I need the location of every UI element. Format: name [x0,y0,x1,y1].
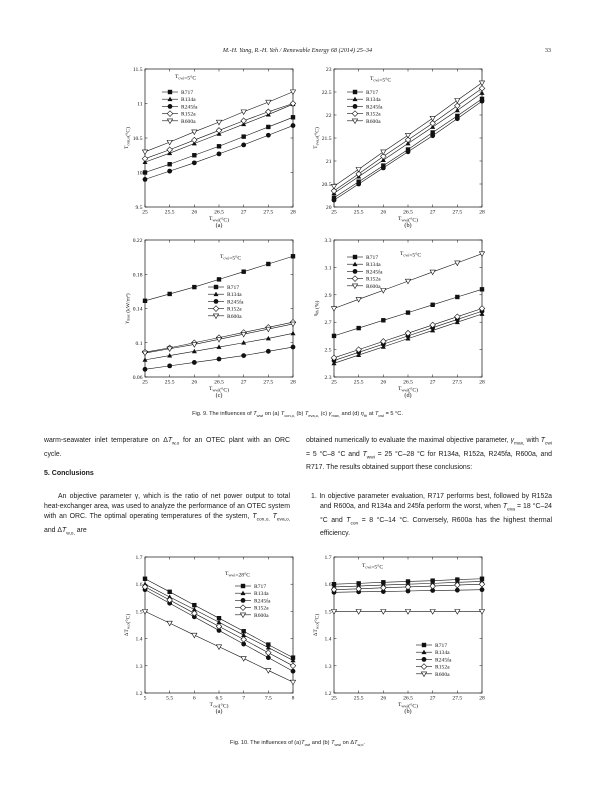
y-tick-label: 20.5 [321,182,332,188]
y-tick-label: 22 [325,113,332,119]
y-axis-label: $\Delta T_{w,o}(^\circ C)$ [124,613,132,637]
data-point-r717 [217,144,221,148]
legend-label-r717: R717 [254,584,267,590]
data-point-r600a [216,645,221,650]
data-point-r717 [192,285,196,289]
data-point-r600a [381,150,386,155]
data-point-r600a [356,610,361,615]
data-point-r717 [430,303,434,307]
y-tick-label: 9.5 [135,205,143,211]
x-tick-label: 25.5 [353,695,364,702]
data-point-r717 [291,115,295,119]
y-tick-label: 1.4 [135,636,143,643]
legend-label-r245fa: R245fa [254,598,271,605]
panel-label: (b) [404,222,412,229]
y-tick-label: 2.7 [324,320,332,327]
legend-marker-r134a [168,97,173,102]
data-point-r245fa [192,160,197,165]
data-point-r152a [266,650,272,656]
conclusion-item-1: 1. In objective parameter evaluation, R717 performs best, followed by R152a and R600a, and R134a and 245fa perform the worst, when $T_{eva} = 18$ °C–24 °C and $T_{con} = 8$ °C–14 °C. Conversely, R600a has the highest thermal efficiency. [311,493,553,538]
panel-label: (b) [404,708,412,715]
legend-marker-r600a [352,284,357,289]
y-axis-label: $\eta_{th}$ (%) [313,300,321,317]
legend-label-r717: R717 [366,255,379,261]
page-number: 33 [544,47,551,54]
y-tick-label: 1.5 [135,609,143,616]
legend-label-r152a: R152a [366,111,381,118]
legend-marker-r245fa [214,299,219,304]
data-point-r717 [192,153,196,157]
data-point-r600a [290,90,295,95]
legend-marker-r134a [422,650,427,655]
right-paragraph: obtained numerically to evaluate the maximal objective parameter, $\gamma_{max,}$ with $T_{cwi} = 5$ °C–8 °C and $T_{wwi} = 25$ °C–28 °C for R134a, R152a, R245fa, R600a, and R717. The results obtained support these conclusions: [306,437,552,472]
data-point-r600a [331,184,336,189]
x-tick-label: 27 [240,209,247,216]
figure-9-caption: Fig. 9. The influences of $T_{wwi}$ on (a) $T_{con,o,}$ (b) $T_{eva,o,}$ (c) $\gamma_{max,}$ and (d) $\eta_{th}$ at $T_{cwi} = 5$ °C. [192,411,403,419]
legend-marker-r134a [241,591,246,596]
data-point-r717 [266,125,270,129]
legend-label-r245fa: R245fa [366,269,383,276]
x-tick-label: 8 [291,695,295,702]
y-tick-label: 1.3 [324,663,332,670]
x-tick-label: 27.5 [452,379,463,386]
data-point-r152a [216,128,222,134]
x-tick-label: 28 [290,209,296,216]
data-point-r600a [266,669,271,674]
data-point-r600a [241,110,246,115]
x-tick-label: 26 [380,695,387,702]
data-point-r717 [480,287,484,291]
legend-label-r717: R717 [181,90,194,96]
legend-marker-r717 [422,643,426,647]
legend-marker-r152a [421,664,427,670]
data-point-r600a [405,610,410,615]
x-tick-label: 26 [380,209,387,216]
legend-label-r134a: R134a [254,591,269,598]
x-axis-label: $T_{cwi}(^\circ C)$ [209,702,229,710]
data-point-r152a [405,584,411,590]
x-tick-label: 28 [479,209,485,216]
x-tick-label: 6.5 [215,695,223,702]
y-tick-label: 1.2 [324,691,332,697]
y-tick-label: 11.5 [132,67,143,73]
y-tick-label: 2.5 [324,347,332,354]
data-point-r245fa [143,177,148,182]
x-tick-label: 7.5 [264,695,272,702]
figure-9-svg [100,62,500,412]
data-point-r245fa [356,182,361,187]
data-point-r245fa [291,123,296,128]
data-point-r600a [381,610,386,615]
condition-annotation: $T_{cwi}=5^\circ C$ [175,74,197,82]
legend-marker-r245fa [353,269,358,274]
legend-label-r152a: R152a [254,605,269,612]
y-tick-label: 0.14 [132,306,143,313]
y-tick-label: 22.5 [321,90,332,96]
legend-label-r134a: R134a [366,262,381,269]
legend-marker-r152a [352,111,358,117]
legend-marker-r245fa [422,657,427,662]
data-point-r245fa [455,588,460,593]
x-axis-label: $T_{wwi}(^\circ C)$ [208,216,230,224]
y-tick-label: 1.5 [324,609,332,616]
y-tick-label: 11 [137,101,143,108]
data-point-r152a [479,581,485,587]
data-point-r717 [291,254,295,258]
legend-marker-r600a [352,119,357,124]
data-point-r600a [241,657,246,662]
legend-label-r152a: R152a [435,664,450,671]
data-point-r600a [290,680,295,685]
legend-marker-r600a [240,613,245,618]
condition-annotation: $T_{cwi}=5^\circ C$ [362,563,384,571]
figure-9 [100,62,500,412]
data-point-r152a [167,147,173,153]
legend-label-r134a: R134a [181,97,196,104]
data-point-r717 [217,277,221,281]
legend-label-r600a: R600a [227,313,242,320]
y-tick-label: 0.1 [135,340,143,347]
data-point-r152a [381,585,387,591]
legend-label-r152a: R152a [181,111,196,118]
condition-annotation: $T_{cwi}=5^\circ C$ [370,76,392,84]
data-point-r245fa [217,151,222,156]
running-header [0,47,595,59]
x-tick-label: 27.5 [452,695,463,702]
condition-annotation: $T_{cwi}=5^\circ C$ [400,251,422,259]
x-tick-label: 25 [331,379,337,386]
plot-frame [334,240,482,377]
left-top-paragraph: warm-seawater inlet temperature on $\Delta T_{w,o}$ for an OTEC plant with an ORC cycle. [44,437,290,458]
legend-marker-r245fa [241,598,246,603]
y-tick-label: 23 [325,67,332,73]
x-tick-label: 27 [429,379,436,386]
data-point-r600a [479,81,484,86]
y-axis-label: $\Delta T_{w,o}(^\circ C)$ [313,613,321,637]
x-tick-label: 25.5 [164,209,175,216]
legend-label-r245fa: R245fa [181,104,198,111]
y-tick-label: 0.18 [132,272,143,279]
data-point-r717 [143,299,147,303]
legend-marker-r717 [353,255,357,259]
condition-annotation: $T_{cwi}=5^\circ C$ [220,254,242,262]
x-tick-label: 27.5 [263,209,274,216]
data-point-r717 [167,590,171,594]
legend-marker-r152a [240,605,246,611]
journal-citation: M.-H. Yang, R.-H. Yeh / Renewable Energy 68 (2014) 25–34 [222,47,373,54]
y-tick-label: 2.9 [324,292,332,299]
legend-marker-r245fa [168,104,173,109]
data-point-r245fa [381,166,386,171]
plot-frame [334,557,482,693]
legend-marker-r600a [421,672,426,677]
data-point-r600a [142,610,147,615]
data-point-r245fa [480,99,485,104]
data-point-r717 [241,269,245,273]
legend-label-r134a: R134a [227,292,242,299]
data-point-r152a [430,583,436,589]
legend-label-r717: R717 [227,285,240,291]
legend-label-r600a: R600a [366,118,381,125]
legend-marker-r717 [168,90,172,94]
legend-marker-r152a [213,306,219,312]
y-tick-label: 1.4 [324,636,332,643]
chart-fig9c [124,238,296,399]
x-tick-label: 27.5 [452,209,463,216]
legend-marker-r134a [353,97,358,102]
y-axis-label: $\gamma_{max}$ (kW/m²) [124,293,132,324]
data-point-r245fa [167,169,172,174]
data-point-r245fa [406,149,411,154]
y-tick-label: 21.5 [321,136,332,142]
y-tick-label: 3.1 [324,265,332,272]
figure-10-svg [100,550,500,740]
panel-label: (c) [215,392,223,399]
y-tick-label: 21 [325,159,332,165]
y-tick-label: 10.5 [132,136,143,142]
data-point-r245fa [241,353,246,358]
data-point-r152a [241,637,247,643]
y-tick-label: 1.7 [135,555,143,561]
data-point-r717 [192,603,196,607]
data-point-r600a [331,610,336,615]
x-tick-label: 7 [242,695,246,702]
legend-marker-r717 [214,285,218,289]
data-point-r600a [479,610,484,615]
data-point-r245fa [217,357,222,362]
data-point-r600a [455,610,460,615]
data-point-r152a [455,582,461,588]
y-tick-label: 1.3 [135,663,143,670]
x-tick-label: 25.5 [353,209,364,216]
data-point-r717 [381,318,385,322]
section-heading: 5. Conclusions [44,470,94,477]
x-tick-label: 27 [240,379,247,386]
data-point-r600a [455,98,460,103]
x-tick-label: 25.5 [353,379,364,386]
data-point-r245fa [291,345,296,350]
plot-frame [145,69,293,207]
data-point-r600a [430,610,435,615]
x-tick-label: 5 [143,695,147,702]
chart-fig9b [313,67,485,229]
y-tick-label: 0.22 [132,238,143,244]
y-tick-label: 0.06 [132,375,143,381]
y-tick-label: 1.6 [135,582,143,589]
y-axis-label: $T_{eva,o}(^\circ C)$ [313,127,321,149]
x-tick-label: 28 [479,379,485,386]
x-tick-label: 26 [191,379,198,386]
x-tick-label: 28 [290,379,296,386]
left-paragraph: An objective parameter γ, which is the ratio of net power output to total heat-exchanger area, was used to analyze the performance of an OTEC system with an ORC. The optimal operating temperatures of the system, $T_{con,o,}$ $T_{eva,o,}$ and $\Delta T_{w,o,}$ are [44,493,290,537]
figure-10-caption: Fig. 10. The influences of $(a)T_{cwi}$ and (b) $T_{wwi}$ on $\Delta T_{w,o}$. [230,740,365,748]
data-point-r152a [455,103,461,109]
x-tick-label: 27.5 [263,379,274,386]
data-point-r152a [241,118,247,124]
x-axis-label: $T_{wwi}(^\circ C)$ [208,386,230,394]
legend-marker-r134a [353,262,358,267]
y-tick-label: 1.6 [324,582,332,589]
y-tick-label: 10 [136,170,143,177]
x-axis-label: $T_{wwi}(^\circ C)$ [397,702,419,710]
x-tick-label: 25.5 [164,379,175,386]
data-point-r717 [167,292,171,296]
panel-label: (a) [215,708,223,715]
data-point-r152a [479,86,485,92]
data-point-r717 [332,334,336,338]
legend-label-r600a: R600a [366,283,381,290]
data-point-r245fa [192,360,197,365]
legend-label-r152a: R152a [366,276,381,283]
x-tick-label: 26.5 [403,379,413,386]
legend-marker-r600a [167,119,172,124]
data-point-r245fa [291,669,296,674]
x-tick-label: 5.5 [166,695,174,702]
data-point-r717 [406,310,410,314]
data-point-r245fa [143,367,148,372]
chart-fig9a [124,67,296,229]
data-point-r134a [291,331,296,336]
data-point-r152a [216,624,222,630]
data-point-r717 [143,170,147,174]
data-point-r717 [241,134,245,138]
data-point-r600a [142,150,147,155]
y-tick-label: 20 [325,205,332,211]
legend-label-r600a: R600a [181,118,196,125]
condition-annotation: $T_{wwi}=28^\circ C$ [225,571,251,579]
data-point-r245fa [332,198,337,203]
data-point-r245fa [266,133,271,138]
data-point-r717 [356,326,360,330]
data-point-r600a [356,167,361,172]
data-point-r245fa [241,143,246,148]
data-point-r245fa [430,133,435,138]
y-tick-label: 3.3 [324,238,332,244]
x-tick-label: 25 [142,379,148,386]
y-axis-label: $T_{con,o}(^\circ C)$ [124,127,132,149]
y-tick-label: 1.2 [135,691,143,697]
legend-label-r245fa: R245fa [227,299,244,306]
x-tick-label: 26.5 [214,379,224,386]
x-tick-label: 25 [331,209,337,216]
panel-label: (a) [215,222,223,229]
x-tick-label: 26.5 [403,695,413,702]
legend-label-r717: R717 [435,643,448,649]
legend-label-r600a: R600a [435,671,450,678]
data-point-r600a [167,621,172,626]
legend-marker-r152a [352,276,358,282]
data-point-r152a [142,156,148,162]
data-point-r600a [192,130,197,135]
data-point-r245fa [455,116,460,121]
data-point-r600a [192,633,197,638]
data-point-r600a [430,116,435,121]
x-tick-label: 26.5 [214,209,224,216]
legend-marker-r717 [353,90,357,94]
data-point-r245fa [480,587,485,592]
x-tick-label: 28 [479,695,485,702]
data-point-r152a [290,663,296,669]
x-tick-label: 27 [429,695,436,702]
panel-label: (d) [404,392,412,399]
legend-label-r152a: R152a [227,306,242,313]
legend-marker-r717 [241,584,245,588]
y-tick-label: 2.3 [324,375,332,381]
x-axis-label: $T_{wwi}(^\circ C)$ [397,216,419,224]
y-tick-label: 1.7 [324,555,332,561]
x-tick-label: 6 [192,695,196,702]
data-point-r717 [167,162,171,166]
chart-fig10b [313,555,485,715]
data-point-r152a [192,137,198,143]
legend-label-r600a: R600a [254,612,269,619]
data-point-r600a [405,133,410,138]
data-point-r717 [266,262,270,266]
data-point-r245fa [167,363,172,368]
legend-marker-r245fa [353,104,358,109]
figure-10 [100,550,500,740]
x-axis-label: $T_{wwi}(^\circ C)$ [397,386,419,394]
x-tick-label: 27 [429,209,436,216]
data-point-r717 [455,295,459,299]
x-tick-label: 26 [380,379,387,386]
legend-label-r245fa: R245fa [435,657,452,664]
chart-fig9d [313,238,485,399]
legend-label-r717: R717 [366,90,379,96]
data-point-r245fa [266,349,271,354]
x-tick-label: 25 [331,695,337,702]
x-tick-label: 25 [142,209,148,216]
legend-marker-r134a [214,292,219,297]
legend-label-r134a: R134a [366,97,381,104]
chart-fig10a [124,555,296,715]
data-point-r600a [331,307,336,312]
legend-label-r134a: R134a [435,650,450,657]
legend-marker-r152a [167,111,173,117]
data-point-r717 [143,577,147,581]
x-tick-label: 26 [191,209,198,216]
legend-marker-r600a [213,314,218,319]
x-tick-label: 26.5 [403,209,413,216]
legend-label-r245fa: R245fa [366,104,383,111]
